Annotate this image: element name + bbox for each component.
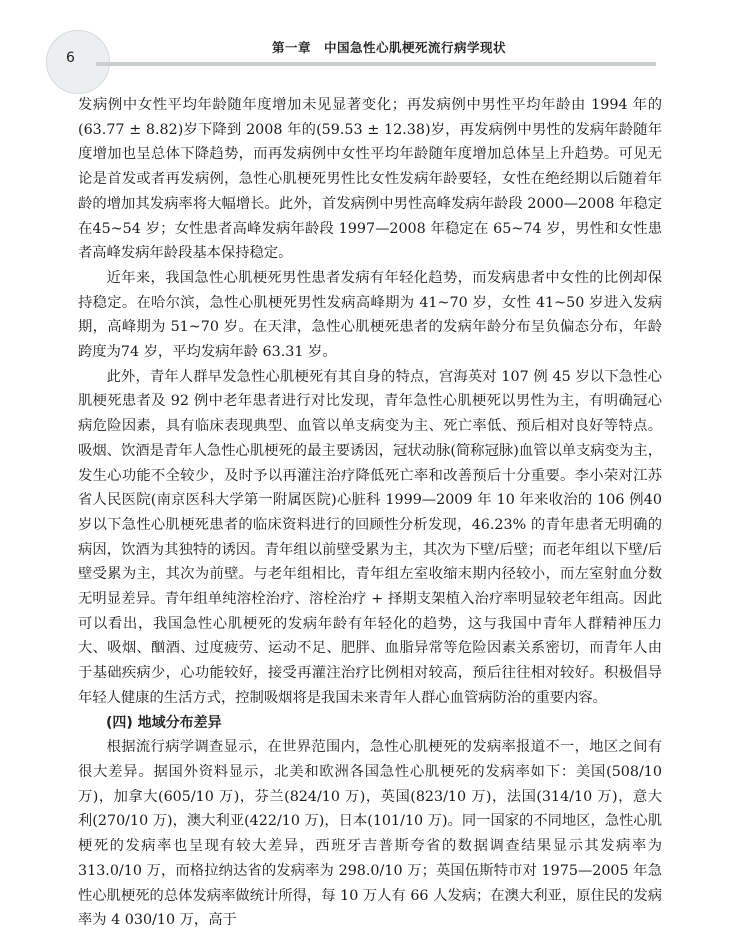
page-header (0, 0, 742, 80)
body-text (78, 93, 662, 933)
header-divider (96, 62, 656, 66)
section-heading: (四) 地域分布差异 (106, 714, 222, 731)
paragraph-youth-trend: 近年来，我国急性心肌梗死男性患者发病有年轻化趋势，而发病患者中女性的比例却保持稳定。在哈尔滨，急性心肌梗死男性发病高峰期为 41~70 岁，女性 41~50 岁进入发病期，高峰期为 51~70 岁。在天津，急性心肌梗死患者的发病年龄分布呈负偏态分布，年龄跨度为74 岁，平均发病年龄 63.31 岁。 (78, 269, 662, 361)
paragraph-regional: 根据流行病学调查显示，在世界范围内，急性心肌梗死的发病率报道不一，地区之间有很大差异。据国外资料显示，北美和欧洲各国急性心肌梗死的发病率如下：美国(508/10 万)，加拿大(605/10 万)，芬兰(824/10 万)，英国(823/10 万)，法国(314/10 万)，意大利(270/10 万)，澳大利亚(422/10 万)，日本(101/10 万)。同一国家的不同地区，急性心肌梗死的发病率也呈现有较大差异，西班牙吉普斯夸省的数据调查结果显示其发病率为 313.0/10 万，而格拉纳达省的发病率为 298.0/10 万；英国伍斯特市对 1975—2005 年急性心肌梗死的总体发病率做统计所得，每 10 万人有 66 人发病；在澳大利亚，原住民的发病率为 4 030/10 万，高于 (78, 739, 663, 929)
paragraph-continued: 发病例中女性平均年龄随年度增加未见显著变化；再发病例中男性平均年龄由 1994 年的(63.77 ± 8.82)岁下降到 2008 年的(59.53 ± 12.38)岁，再发病例中男性的发病年龄随年度增加也呈总体下降趋势，而再发病例中女性平均年龄随年度增加总体呈上升趋势。可见无论是首发或者再发病例，急性心肌梗死男性比女性发病年龄要轻，女性在绝经期以后随着年龄的增加其发病率将大幅增长。此外，首发病例中男性高峰发病年龄段 2000—2008 年稳定在45~54 岁；女性患者高峰发病年龄段 1997—2008 年稳定在 65~74 岁，男性和女性患者高峰发病年龄段基本保持稳定。 (78, 97, 662, 262)
paragraph-young-patients: 此外，青年人群早发急性心肌梗死有其自身的特点，宫海英对 107 例 45 岁以下急性心肌梗死患者及 92 例中老年患者进行对比发现，青年急性心肌梗死以男性为主，有明确冠心病危险因素，具有临床表现典型、血管以单支病变为主、死亡率低、预后相对良好等特点。吸烟、饮酒是青年人急性心肌梗死的最主要诱因，冠状动脉(简称冠脉)血管以单支病变为主，发生心功能不全较少，及时予以再灌注治疗降低死亡率和改善预后十分重要。李小荣对江苏省人民医院(南京医科大学第一附属医院)心脏科 1999—2009 年 10 年来收治的 106 例40 岁以下急性心肌梗死患者的临床资料进行的回顾性分析发现，46.23% 的青年患者无明确的病因，饮酒为其独特的诱因。青年组以前壁受累为主，其次为下壁/后壁；而老年组以下壁/后壁受累为主，其次为前壁。与老年组相比，青年组左室收缩末期内径较小，而左室射血分数无明显差异。青年组单纯溶栓治疗、溶栓治疗 + 择期支架植入治疗率明显较老年组高。因此可以看出，我国急性心肌梗死的发病年龄有年轻化的趋势，这与我国中青年人群精神压力大、吸烟、酗酒、过度疲劳、运动不足、肥胖、血脂异常等危险因素关系密切，而青年人由于基础疾病少，心功能较好，接受再灌注治疗比例相对较高，预后往往相对较好。积极倡导年轻人健康的生活方式，控制吸烟将是我国未来青年人群心血管病防治的重要内容。 (78, 368, 662, 706)
page-number: 6 (66, 50, 75, 66)
chapter-title: 第一章 中国急性心肌梗死流行病学现状 (272, 40, 507, 55)
